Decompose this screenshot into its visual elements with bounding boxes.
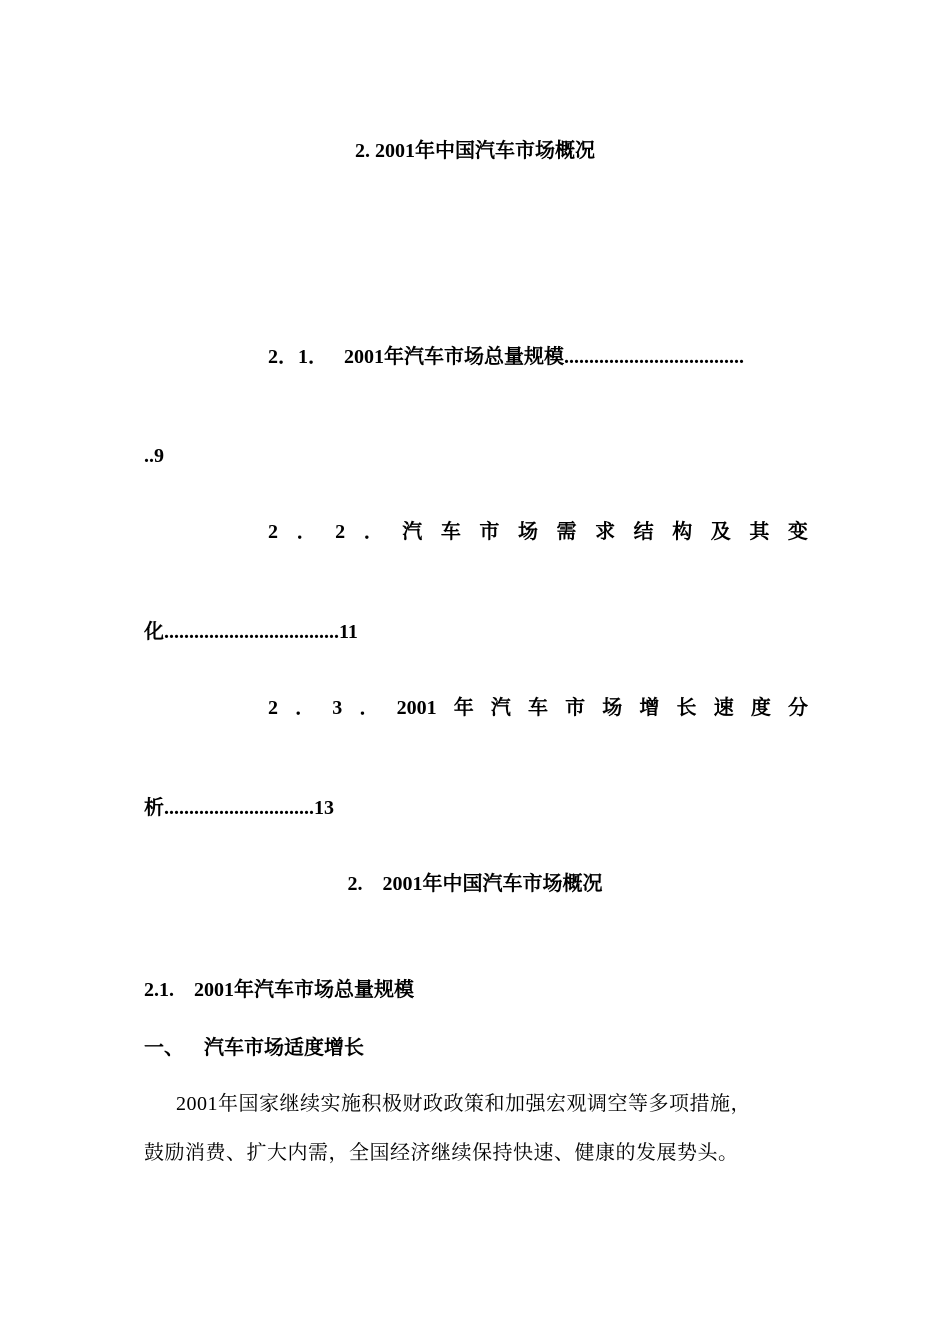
toc-char: ． xyxy=(295,697,316,719)
toc-char: 场 xyxy=(517,521,538,543)
toc-char: 分 xyxy=(787,697,808,719)
toc-char: 速 xyxy=(713,697,734,719)
toc-char: 汽 xyxy=(402,521,423,543)
toc-char: 2001 xyxy=(396,697,437,719)
toc-char: 车 xyxy=(527,697,548,719)
toc-entry-3-page[interactable]: 析..............................13 xyxy=(144,797,334,819)
toc-entry-1-title: 2001年汽车市场总量规模.................................... xyxy=(344,346,744,368)
toc-char: 2 xyxy=(268,521,278,543)
toc-char: ． xyxy=(296,521,317,543)
toc-entry-1-number: 2．1． xyxy=(268,346,328,368)
toc-char: 求 xyxy=(595,521,616,543)
toc-entry-1[interactable] xyxy=(268,345,744,369)
toc-char: 增 xyxy=(639,697,660,719)
toc-char: 汽 xyxy=(490,697,511,719)
toc-char: 结 xyxy=(633,521,654,543)
toc-char: 场 xyxy=(602,697,623,719)
toc-char: 需 xyxy=(556,521,577,543)
cover-title: 2. 2001年中国汽车市场概况 xyxy=(355,140,595,162)
toc-entry-2-page[interactable]: 化...................................11 xyxy=(144,621,358,643)
toc-entry-2[interactable] xyxy=(268,520,808,544)
subsection-heading: 一、 汽车市场适度增长 xyxy=(144,1037,364,1059)
chapter-heading: 2. 2001年中国汽车市场概况 xyxy=(347,873,603,895)
toc-entry-1-page[interactable]: ..9 xyxy=(144,445,164,467)
paragraph-line-2: 鼓励消费、扩大内需，全国经济继续保持快速、健康的发展势头。 xyxy=(144,1142,739,1164)
toc-char: 2 xyxy=(268,697,278,719)
toc-char: 度 xyxy=(750,697,771,719)
toc-char: 构 xyxy=(672,521,693,543)
toc-char: 3 xyxy=(332,697,343,719)
toc-char: 车 xyxy=(440,521,461,543)
toc-char: 年 xyxy=(453,697,474,719)
toc-char: 市 xyxy=(479,521,500,543)
toc-char: ． xyxy=(363,521,384,543)
section-heading: 2.1. 2001年汽车市场总量规模 xyxy=(144,979,414,1001)
toc-char: 2 xyxy=(335,521,346,543)
toc-entry-3[interactable] xyxy=(268,696,808,720)
paragraph-line-1: 2001年国家继续实施积极财政政策和加强宏观调空等多项措施， xyxy=(176,1093,751,1115)
toc-char: 变 xyxy=(787,521,808,543)
toc-char: 其 xyxy=(749,521,770,543)
toc-char: 市 xyxy=(565,697,586,719)
toc-char: 及 xyxy=(710,521,731,543)
toc-char: ． xyxy=(359,697,380,719)
toc-char: 长 xyxy=(676,697,697,719)
